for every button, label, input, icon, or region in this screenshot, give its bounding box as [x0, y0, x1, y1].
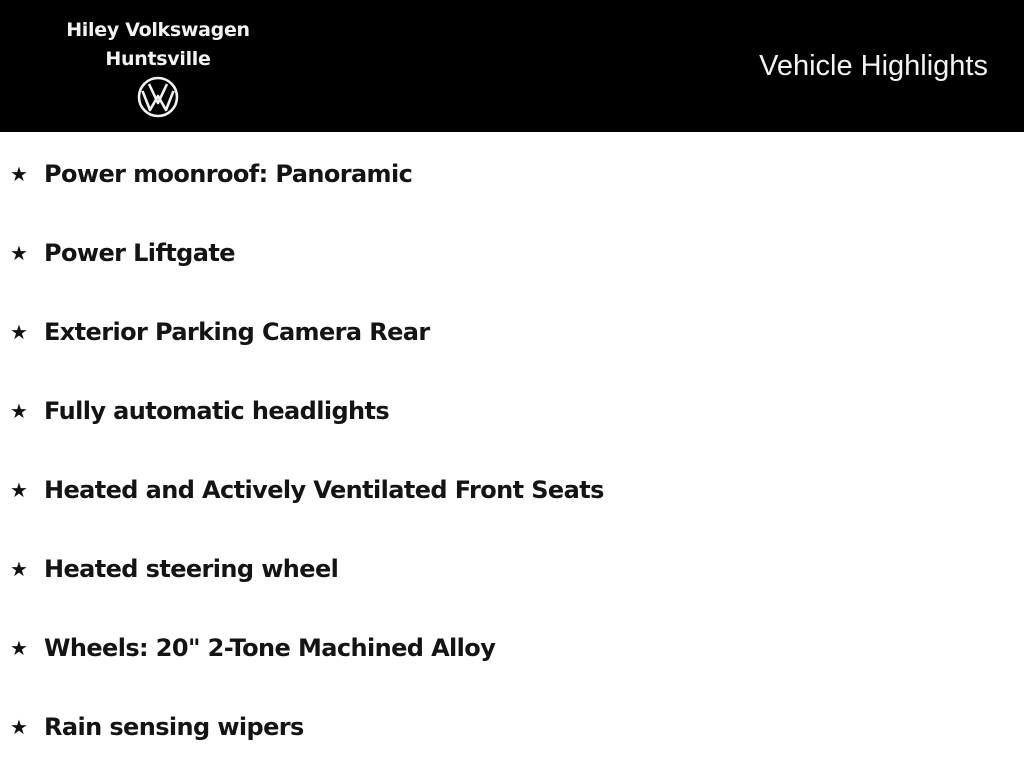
list-item — [0, 529, 1024, 608]
star-icon: ★ — [10, 714, 28, 739]
list-item — [0, 292, 1024, 371]
list-item — [0, 608, 1024, 687]
highlight-label: Exterior Parking Camera Rear — [44, 317, 430, 346]
star-icon: ★ — [10, 556, 28, 581]
highlight-label: Fully automatic headlights — [44, 396, 390, 425]
star-icon: ★ — [10, 240, 28, 265]
list-item — [0, 687, 1024, 766]
list-item — [0, 213, 1024, 292]
highlight-label: Power moonroof: Panoramic — [44, 159, 413, 188]
list-item — [0, 450, 1024, 529]
highlight-label: Heated steering wheel — [44, 554, 339, 583]
star-icon: ★ — [10, 477, 28, 502]
list-item — [0, 371, 1024, 450]
dealer-name-line1: Hiley Volkswagen — [66, 19, 250, 41]
star-icon: ★ — [10, 161, 28, 186]
page-title: Vehicle Highlights — [759, 50, 988, 82]
star-icon: ★ — [10, 635, 28, 660]
highlight-label: Heated and Actively Ventilated Front Seats — [44, 475, 604, 504]
header-banner — [0, 0, 1024, 132]
star-icon: ★ — [10, 319, 28, 344]
highlight-label: Rain sensing wipers — [44, 712, 304, 741]
dealer-name-line2: Huntsville — [105, 48, 211, 70]
list-item — [0, 134, 1024, 213]
volkswagen-logo-icon — [137, 76, 179, 118]
highlight-label: Power Liftgate — [44, 238, 235, 267]
dealer-name — [52, 16, 264, 74]
highlight-label: Wheels: 20" 2-Tone Machined Alloy — [44, 633, 496, 662]
star-icon: ★ — [10, 398, 28, 423]
